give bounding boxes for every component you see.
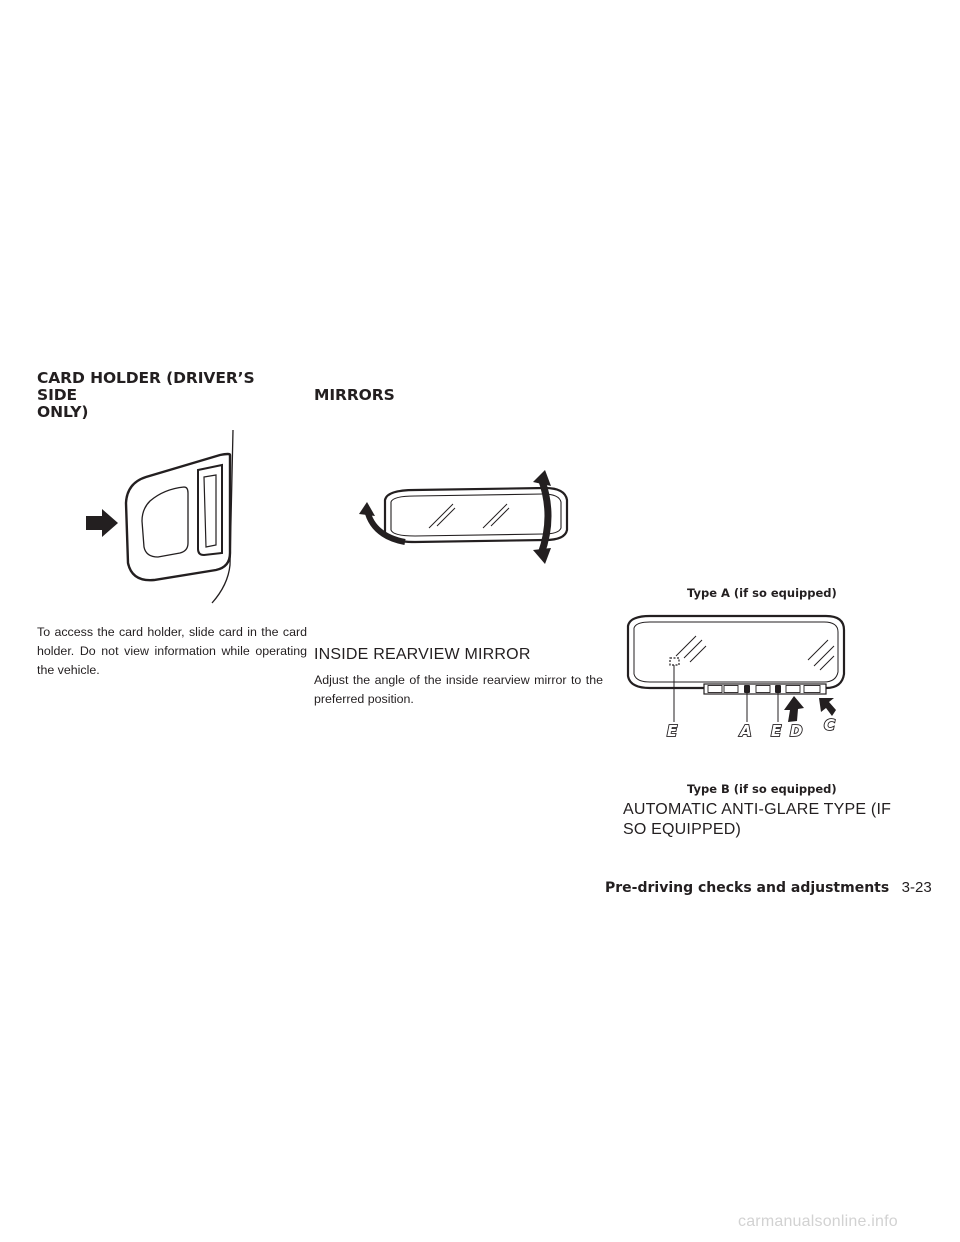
callout-d: D — [790, 722, 803, 740]
d-arrow-icon — [784, 696, 804, 722]
auto-anti-glare-heading-line1: AUTOMATIC ANTI-GLARE TYPE (IF — [623, 801, 892, 818]
card-holder-illustration — [80, 425, 250, 610]
type-b-caption: Type B (if so equipped) — [687, 782, 837, 796]
callout-e-mid: E — [771, 722, 782, 740]
mirrors-heading: MIRRORS — [314, 386, 395, 404]
rearview-mirror-adjust-illustration — [355, 470, 585, 565]
insert-arrow-icon — [86, 509, 118, 537]
inside-rearview-mirror-heading: INSIDE REARVIEW MIRROR — [314, 646, 531, 663]
tilt-down-arrow-icon — [533, 548, 551, 564]
auto-anti-glare-mirror-illustration — [620, 612, 850, 747]
auto-anti-glare-heading-line2: SO EQUIPPED) — [623, 821, 741, 838]
inside-rearview-mirror-paragraph: Adjust the angle of the inside rearview mirror to the preferred position. — [314, 673, 603, 706]
card-holder-heading-line2: ONLY) — [37, 403, 89, 421]
callout-a: A — [740, 722, 752, 740]
footer-page-number: 3-23 — [901, 879, 932, 896]
auto-anti-glare-heading — [623, 800, 891, 840]
watermark: carmanualsonline.info — [738, 1213, 898, 1230]
rotate-arrow-icon — [359, 502, 375, 516]
callout-c: C — [824, 716, 836, 734]
footer-section-title: Pre-driving checks and adjustments — [605, 880, 890, 896]
page-footer — [605, 879, 932, 897]
c-arrow-icon — [819, 698, 836, 716]
type-a-caption: Type A (if so equipped) — [687, 586, 837, 600]
card-holder-heading — [37, 370, 297, 421]
card-holder-heading-line1: CARD HOLDER (DRIVER’S SIDE — [37, 369, 255, 404]
card-holder-paragraph: To access the card holder, slide card in the card holder. Do not view information while operating the vehicle. — [37, 625, 307, 677]
tilt-up-arrow-icon — [533, 470, 551, 486]
callout-e-left: E — [667, 722, 678, 740]
